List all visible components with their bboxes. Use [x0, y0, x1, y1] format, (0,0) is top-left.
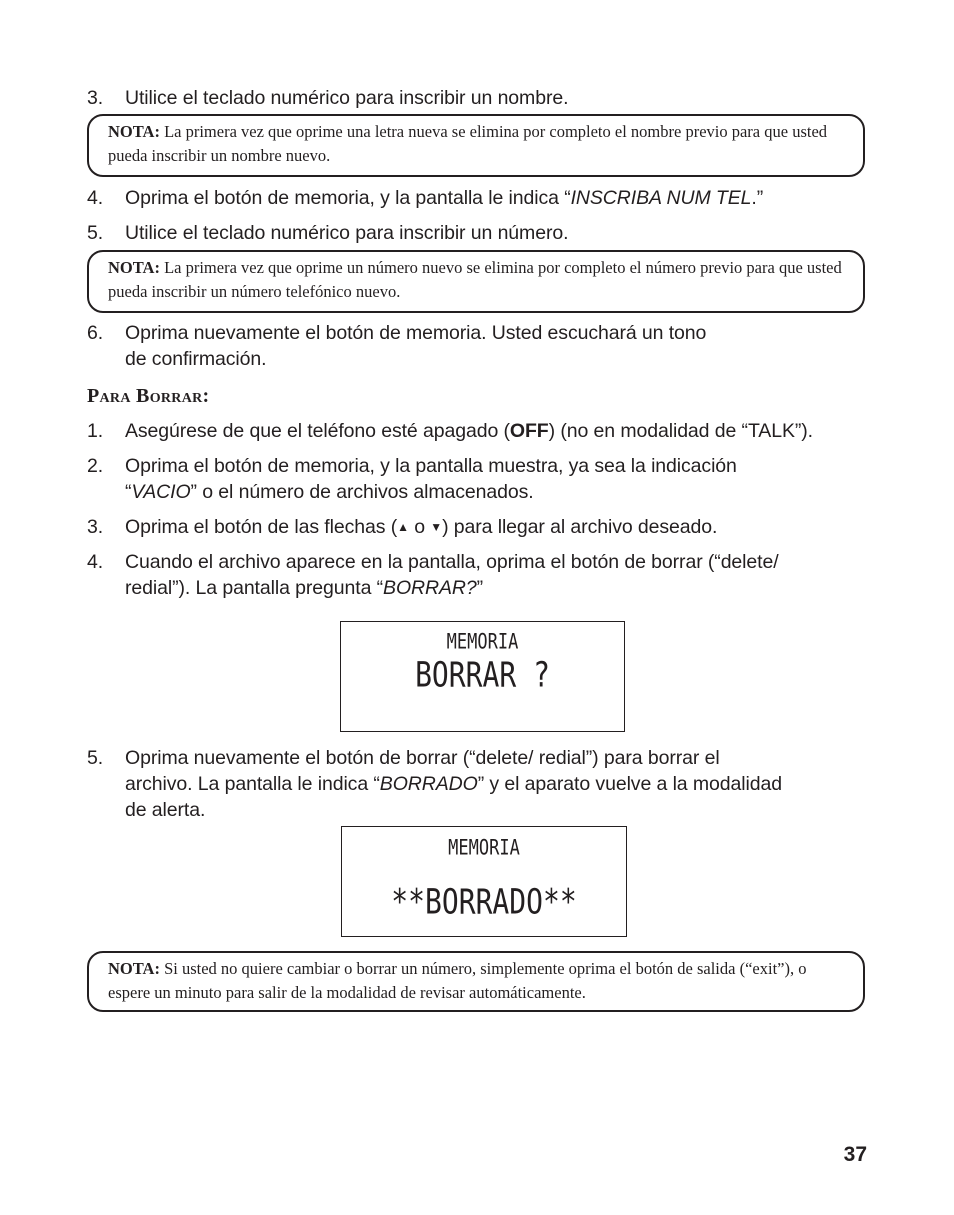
note-box-exit: [87, 951, 865, 1012]
step-number: 4.: [87, 187, 104, 209]
step-number: 3.: [87, 87, 104, 109]
step-text: Asegúrese de que el teléfono esté apagado (OFF) (no en modalidad de “TALK”).: [125, 420, 813, 442]
step-number: 3.: [87, 516, 104, 538]
step-6-confirm: [87, 320, 857, 372]
down-arrow-icon: ▼: [430, 520, 443, 534]
step-number: 4.: [87, 551, 104, 573]
step-number: 5.: [87, 747, 104, 769]
erase-step-2: [87, 453, 857, 505]
step-5-number: [87, 220, 857, 246]
step-number: 5.: [87, 222, 104, 244]
up-arrow-icon: ▲: [397, 520, 409, 534]
step-3-name: [87, 85, 857, 111]
step-number: 6.: [87, 322, 104, 344]
note-box-number: [87, 250, 865, 313]
erase-step-4: [87, 549, 857, 601]
display-message: BORRADO: [379, 773, 478, 795]
display-message: VACIO: [131, 481, 191, 503]
note-box-letter: [87, 114, 865, 177]
lcd-line-2: BORRAR ?: [415, 653, 550, 696]
step-text: Oprima el botón de memoria, y la pantalla le indica “INSCRIBA NUM TEL.”: [125, 187, 764, 209]
note-label: NOTA:: [108, 258, 160, 277]
off-label: OFF: [509, 420, 549, 442]
display-message: INSCRIBA NUM TEL: [570, 187, 752, 209]
step-text: Oprima nuevamente el botón de memoria. Usted escuchará un tono de confirmación.: [125, 322, 707, 370]
note-text: Si usted no quiere cambiar o borrar un número, simplemente oprima el botón de salida (“exit”), o espere un minuto para salir de la modalidad de revisar automáticamente.: [108, 959, 807, 1002]
step-text: Oprima nuevamente el botón de borrar (“delete/ redial”) para borrar el archivo. La pantalla le indica “BORRADO” y el aparato vuelve a la modalidad de alerta.: [125, 747, 782, 821]
page-number: 37: [843, 1143, 867, 1166]
lcd-line-1: MEMORIA: [446, 629, 519, 655]
note-text: La primera vez que oprime una letra nueva se elimina por completo el nombre previo para que usted pueda inscribir un nombre nuevo.: [108, 122, 828, 165]
note-text: La primera vez que oprime un número nuevo se elimina por completo el número previo para que usted pueda inscribir un número telefónico nuevo.: [108, 258, 842, 301]
section-heading: Para Borrar:: [87, 385, 210, 407]
step-text: Oprima el botón de las flechas (▲ o ▼) para llegar al archivo deseado.: [125, 516, 718, 538]
note-label: NOTA:: [108, 959, 160, 978]
note-label: NOTA:: [108, 122, 160, 141]
step-number: 2.: [87, 455, 104, 477]
step-text: Cuando el archivo aparece en la pantalla, oprima el botón de borrar (“delete/ redial”). La pantalla pregunta “BORRAR?”: [125, 551, 779, 599]
step-text: Utilice el teclado numérico para inscribir un número.: [125, 222, 569, 244]
lcd-display-borrar: [340, 621, 625, 732]
lcd-line-2: **BORRADO**: [391, 880, 577, 923]
step-number: 1.: [87, 420, 104, 442]
step-4-memory: [87, 185, 857, 211]
lcd-line-1: MEMORIA: [448, 835, 520, 861]
erase-step-3: [87, 514, 857, 540]
display-message: BORRAR?: [383, 577, 477, 599]
step-text: Utilice el teclado numérico para inscribir un nombre.: [125, 87, 569, 109]
erase-step-1: [87, 418, 857, 444]
lcd-display-borrado: [341, 826, 627, 937]
step-text: Oprima el botón de memoria, y la pantalla muestra, ya sea la indicación “VACIO” o el número de archivos almacenados.: [125, 455, 737, 503]
erase-step-5: [87, 745, 857, 823]
